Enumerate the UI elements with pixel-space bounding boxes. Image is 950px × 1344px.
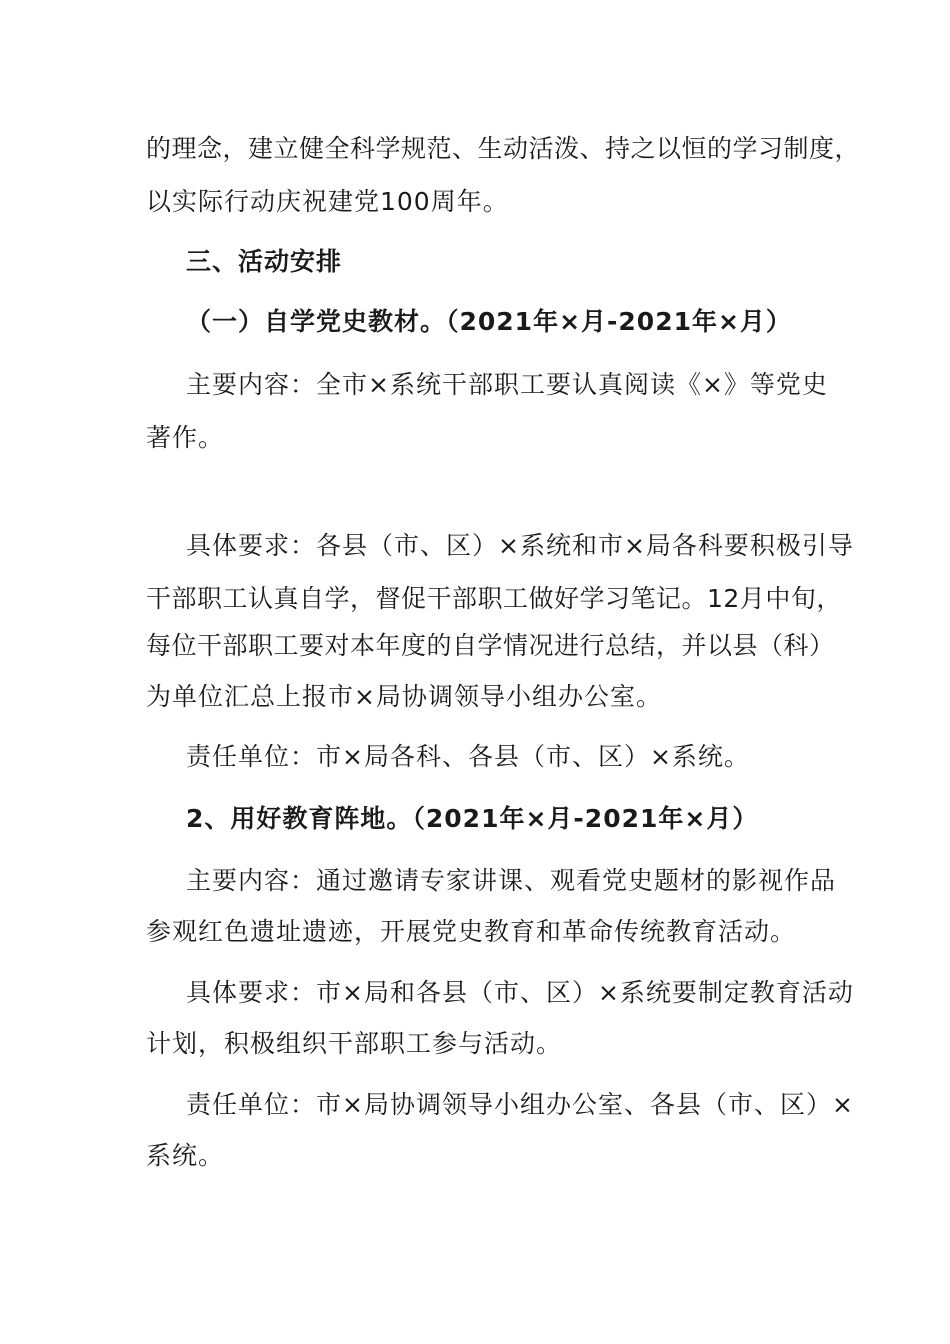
paragraph-line: 具体要求：市×局和各县（市、区）×系统要制定教育活动 <box>186 978 854 1007</box>
paragraph-line: 计划，积极组织干部职工参与活动。 <box>146 1029 563 1058</box>
paragraph-line: 著作。 <box>146 423 225 452</box>
paragraph-line: 的理念，建立健全科学规范、生动活泼、持之以恒的学习制度， <box>146 134 861 163</box>
paragraph-line: 具体要求：各县（市、区）×系统和市×局各科要积极引导 <box>186 531 854 560</box>
paragraph-line: 系统。 <box>146 1141 225 1170</box>
paragraph-line: 干部职工认真自学，督促干部职工做好学习笔记。12月中旬， <box>146 584 842 613</box>
paragraph-line: 主要内容：全市×系统干部职工要认真阅读《×》等党史 <box>186 370 828 399</box>
paragraph-line: 责任单位：市×局协调领导小组办公室、各县（市、区）× <box>186 1090 854 1119</box>
section-heading: 三、活动安排 <box>186 247 343 276</box>
paragraph-line: 主要内容：通过邀请专家讲课、观看党史题材的影视作品 <box>186 866 837 895</box>
paragraph-line: 为单位汇总上报市×局协调领导小组办公室。 <box>146 682 662 711</box>
subsection-heading: 2、用好教育阵地。（2021年×月-2021年×月） <box>186 804 759 833</box>
paragraph-line: 参观红色遗址遗迹，开展党史教育和革命传统教育活动。 <box>146 917 797 946</box>
paragraph-line: 每位干部职工要对本年度的自学情况进行总结，并以县（科） <box>146 631 835 660</box>
paragraph-line: 责任单位：市×局各科、各县（市、区）×系统。 <box>186 742 750 771</box>
paragraph-line: 以实际行动庆祝建党100周年。 <box>146 187 509 216</box>
subsection-heading: （一）自学党史教材。（2021年×月-2021年×月） <box>186 307 792 336</box>
